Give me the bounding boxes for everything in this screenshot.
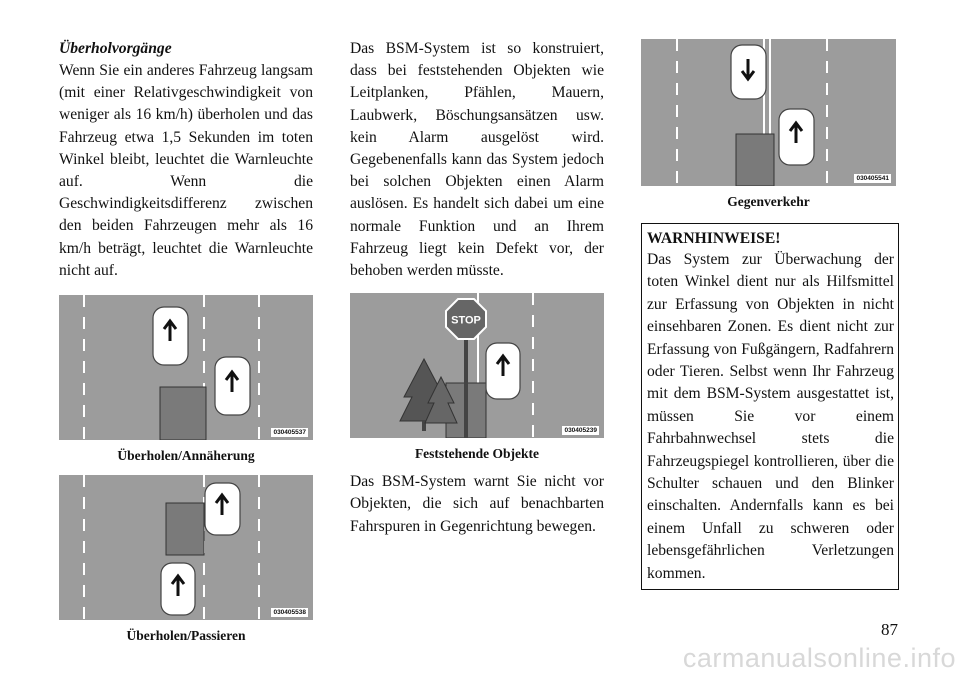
figure-code: 030405239 xyxy=(564,427,597,435)
paragraph-oncoming: Das BSM-System warnt Sie nicht vor Objekten, die sich auf benachbarten Fahrspuren in Gegenrichtung bewegen. xyxy=(350,473,604,535)
figure-caption: Überholen/Annäherung xyxy=(117,448,255,464)
figure-caption: Überholen/Passieren xyxy=(126,628,246,644)
figure-code: 030405541 xyxy=(856,175,889,182)
figure-approaching xyxy=(59,295,313,440)
figure-code: 030405537 xyxy=(273,429,306,437)
approaching-illustration xyxy=(59,295,313,440)
figure-caption: Gegenverkehr xyxy=(727,194,810,209)
figure-passing xyxy=(59,475,313,620)
figure-caption: Feststehende Objekte xyxy=(414,446,540,462)
section-heading: Überholvorgänge xyxy=(59,40,172,57)
watermark: carmanualsonline.info xyxy=(682,643,956,673)
column-right xyxy=(641,38,896,210)
paragraph-overtaking: Wenn Sie ein anderes Fahrzeug langsam (mit einer Relativgeschwindigkeit von weniger als 16 km/h) überholen und das Fahrzeug etwa 1,5 Sekunden im toten Winkel bleibt, leuchtet die Warnleuchte auf. Wenn die Geschwindigkeitsdifferenz zwischen den beiden Fahrzeugen mehr als 16 km/h beträgt, leuchtet die Warnleuchte nicht auf. xyxy=(59,62,313,279)
stationary-objects-illustration xyxy=(350,293,604,438)
figure-oncoming-traffic xyxy=(641,39,896,186)
warning-text: Das System zur Überwachung der toten Winkel dient nur als Hilfsmittel zur Erfassung von Objekten in nicht einsehbaren Zonen. Es dient nicht zur Erfassung von Fußgängern, Radfahrern oder Tieren. Selbst wenn Ihr Fahrzeug mit dem BSM-System ausgestattet ist, müssen Sie vor einem Fahrbahnwechsel stets die Fahrzeugspiegel kontrollieren, über die Schulter schauen und den Blinker einschalten. Andernfalls kann es bei einem Unfall zu schweren oder lebensgefährlichen Verletzungen kommen. xyxy=(647,251,894,582)
passing-illustration xyxy=(59,475,313,620)
figure-code: 030405538 xyxy=(273,609,306,617)
stop-sign-text: STOP xyxy=(451,314,481,327)
page-number: 87 xyxy=(881,620,898,639)
warning-box xyxy=(641,223,899,590)
warning-title: WARNHINWEISE! xyxy=(647,230,781,247)
oncoming-traffic-illustration xyxy=(641,39,896,186)
column-middle xyxy=(350,38,604,538)
column-left xyxy=(59,38,313,644)
figure-stationary-objects xyxy=(350,293,604,438)
paragraph-stationary-objects: Das BSM-System ist so konstruiert, dass bei feststehenden Objekten wie Leitplanken, Pfählen, Mauern, Laubwerk, Böschungsansätzen usw. kein Alarm ausgelöst wird. Gegebenenfalls kann das System jedoch bei solchen Objekten einen Alarm auslösen. Es handelt sich dabei um eine normale Funktion und an Ihrem Fahrzeug liegt kein Defekt vor, der behoben werden müsste. xyxy=(350,40,604,280)
